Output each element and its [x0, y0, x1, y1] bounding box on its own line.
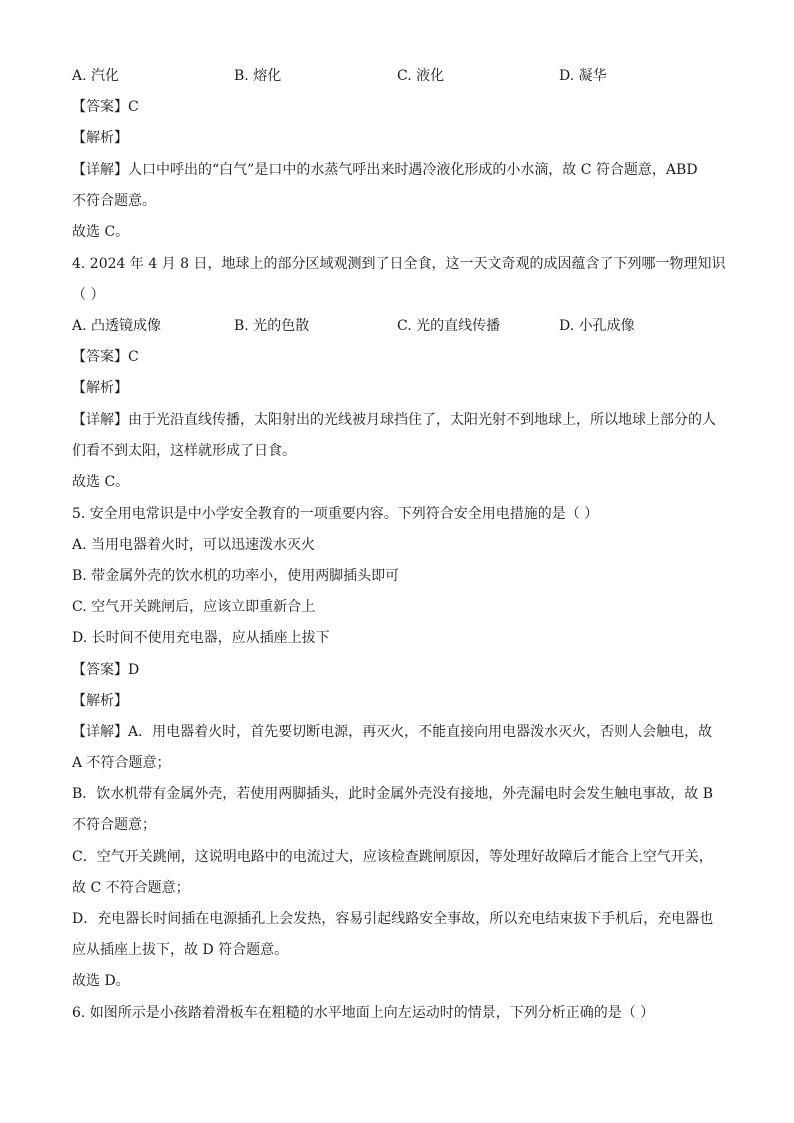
q3-option-a: A. 汽化 — [72, 68, 120, 84]
q3-option-d: D. 凝华 — [559, 68, 607, 84]
q5-option-c: C. 空气开关跳闸后，应该立即重新合上 — [72, 599, 316, 615]
q4-stem-line: （ ） — [72, 287, 105, 303]
q5-option-b: B. 带金属外壳的饮水机的功率小，使用两脚插头即可 — [72, 568, 400, 584]
q4-option-d: D. 小孔成像 — [559, 318, 635, 334]
q3-analysis-heading: 【解析】 — [72, 130, 128, 146]
q5-detail-line: 【详解】A．用电器着火时，首先要切断电源，再灭火，不能直接向用电器泼水灭火，否则人会触电，故 — [72, 724, 713, 740]
q5-analysis-heading: 【解析】 — [72, 693, 128, 709]
q5-detail-line: 应从插座上拔下，故 D 符合题意。 — [72, 942, 289, 958]
q5-option-d: D. 长时间不使用充电器，应从插座上拔下 — [72, 630, 330, 646]
q5-option-a: A. 当用电器着火时，可以迅速泼水灭火 — [72, 537, 316, 553]
q4-option-c: C. 光的直线传播 — [397, 318, 501, 334]
q4-option-a: A. 凸透镜成像 — [72, 318, 162, 334]
q3-answer: 【答案】C — [72, 99, 139, 115]
q3-conclusion: 故选 C。 — [72, 224, 130, 240]
q4-detail-line: 们看不到太阳，这样就形成了日食。 — [72, 443, 296, 459]
q3-option-b: B. 熔化 — [234, 68, 282, 84]
q5-conclusion: 故选 D。 — [72, 973, 130, 989]
q3-detail-line: 【详解】人口中呼出的“白气”是口中的水蒸气呼出来时遇冷液化形成的小水滴，故 C 符合题意，ABD — [72, 162, 698, 178]
q5-answer: 【答案】D — [72, 662, 140, 678]
q3-option-c: C. 液化 — [397, 68, 445, 84]
q3-options — [72, 66, 722, 86]
q4-analysis-heading: 【解析】 — [72, 380, 128, 396]
q4-answer: 【答案】C — [72, 349, 139, 365]
q5-detail-line: B．饮水机带有金属外壳，若使用两脚插头，此时金属外壳没有接地，外壳漏电时会发生触电事故，故 B — [72, 786, 714, 802]
q5-stem: 5. 安全用电常识是中小学安全教育的一项重要内容。下列符合安全用电措施的是（ ） — [72, 506, 599, 522]
q4-detail-line: 【详解】由于光沿直线传播，太阳射出的光线被月球挡住了，太阳光射不到地球上，所以地球上部分的人 — [72, 412, 716, 428]
q4-conclusion: 故选 C。 — [72, 474, 130, 490]
q5-detail-line: 不符合题意； — [72, 817, 156, 833]
q6-stem: 6. 如图所示是小孩踏着滑板车在粗糙的水平地面上向左运动时的情景，下列分析正确的是（ ） — [72, 1005, 655, 1021]
q4-option-b: B. 光的色散 — [234, 318, 310, 334]
q4-stem-line: 4. 2024 年 4 月 8 日，地球上的部分区域观测到了日全食，这一天文奇观的成因蕴含了下列哪一物理知识 — [72, 256, 726, 272]
q4-options — [72, 316, 722, 336]
q5-detail-line: C．空气开关跳闸，这说明电路中的电流过大，应该检查跳闸原因，等处理好故障后才能合上空气开关， — [72, 849, 713, 865]
q5-detail-line: 故 C 不符合题意； — [72, 880, 190, 896]
q3-detail-line: 不符合题意。 — [72, 193, 156, 209]
q5-detail-line: D．充电器长时间插在电源插孔上会发热，容易引起线路安全事故，所以充电结束拔下手机后，充电器也 — [72, 911, 714, 927]
q5-detail-line: A 不符合题意； — [72, 755, 171, 771]
